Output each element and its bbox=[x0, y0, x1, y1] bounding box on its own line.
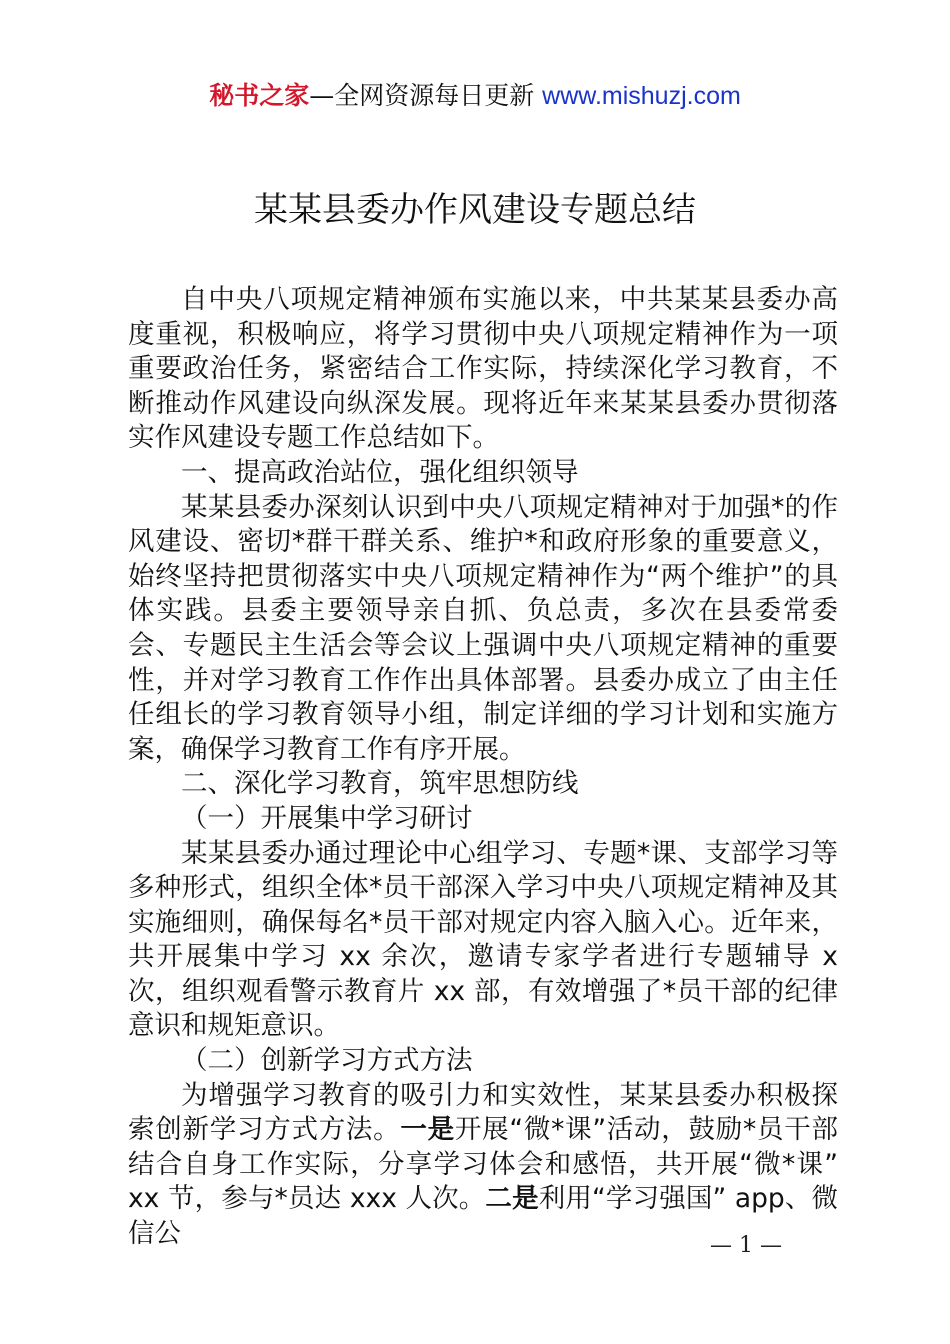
section-heading-1: 一、提高政治站位，强化组织领导 bbox=[181, 456, 579, 488]
subsection-heading-2-1: （一）开展集中学习研讨 bbox=[181, 802, 473, 834]
site-header bbox=[0, 80, 950, 112]
document-title: 某某县委办作风建设专题总结 bbox=[254, 190, 696, 230]
emphasis-first: 一是 bbox=[400, 1114, 455, 1146]
site-tagline: —全网资源每日更新 bbox=[309, 81, 543, 110]
paragraph-text: 利用“学习强国” app、微信公 bbox=[128, 1183, 839, 1250]
section-1-paragraph: 某某县委办深刻认识到中央八项规定精神对于加强*的作风建设、密切*群干群关系、维护*和政府形象的重要意义，始终坚持把贯彻落实中央八项规定精神作为“两个维护”的具体实践。县委主要领导亲自抓、负总责，多次在县委常委会、专题民主生活会等会议上强调中央八项规定精神的重要性，并对学习教育工作作出具体部署。县委办成立了由主任任组长的学习教育领导小组，制定详细的学习计划和实施方案，确保学习教育工作有序开展。 bbox=[128, 491, 838, 765]
document-body bbox=[128, 283, 838, 1252]
paragraph-text: 为增强学习教育的吸引力和实效性，某某县委办积极探索创新学习方式方法。 bbox=[128, 1079, 838, 1146]
site-url-link[interactable]: www.mishuzj.com bbox=[542, 82, 741, 110]
subsection-heading-2-2: （二）创新学习方式方法 bbox=[181, 1045, 473, 1077]
emphasis-second: 二是 bbox=[485, 1183, 539, 1215]
paragraph-text: 开展“微*课”活动，鼓励*员干部结合自身工作实际，分享学习体会和感悟，共开展“微*课” xx 节，参与*员达 xxx 人次。 bbox=[128, 1114, 838, 1215]
subsection-2-2-paragraph bbox=[128, 1079, 838, 1252]
subsection-2-1-paragraph: 某某县委办通过理论中心组学习、专题*课、支部学习等多种形式，组织全体*员干部深入学习中央八项规定精神及其实施细则，确保每名*员干部对规定内容入脑入心。近年来，共开展集中学习 xx 余次，邀请专家学者进行专题辅导 x 次，组织观看警示教育片 xx 部，有效增强了*员干部的纪律意识和规矩意识。 bbox=[128, 837, 838, 1042]
intro-paragraph: 自中央八项规定精神颁布实施以来，中共某某县委办高度重视，积极响应，将学习贯彻中央八项规定精神作为一项重要政治任务，紧密结合工作实际，持续深化学习教育，不断推动作风建设向纵深发展。现将近年来某某县委办贯彻落实作风建设专题工作总结如下。 bbox=[128, 284, 838, 454]
section-heading-2: 二、深化学习教育，筑牢思想防线 bbox=[181, 768, 579, 800]
brand-name: 秘书之家 bbox=[209, 81, 310, 110]
page-number: — 1 — bbox=[710, 1233, 782, 1258]
